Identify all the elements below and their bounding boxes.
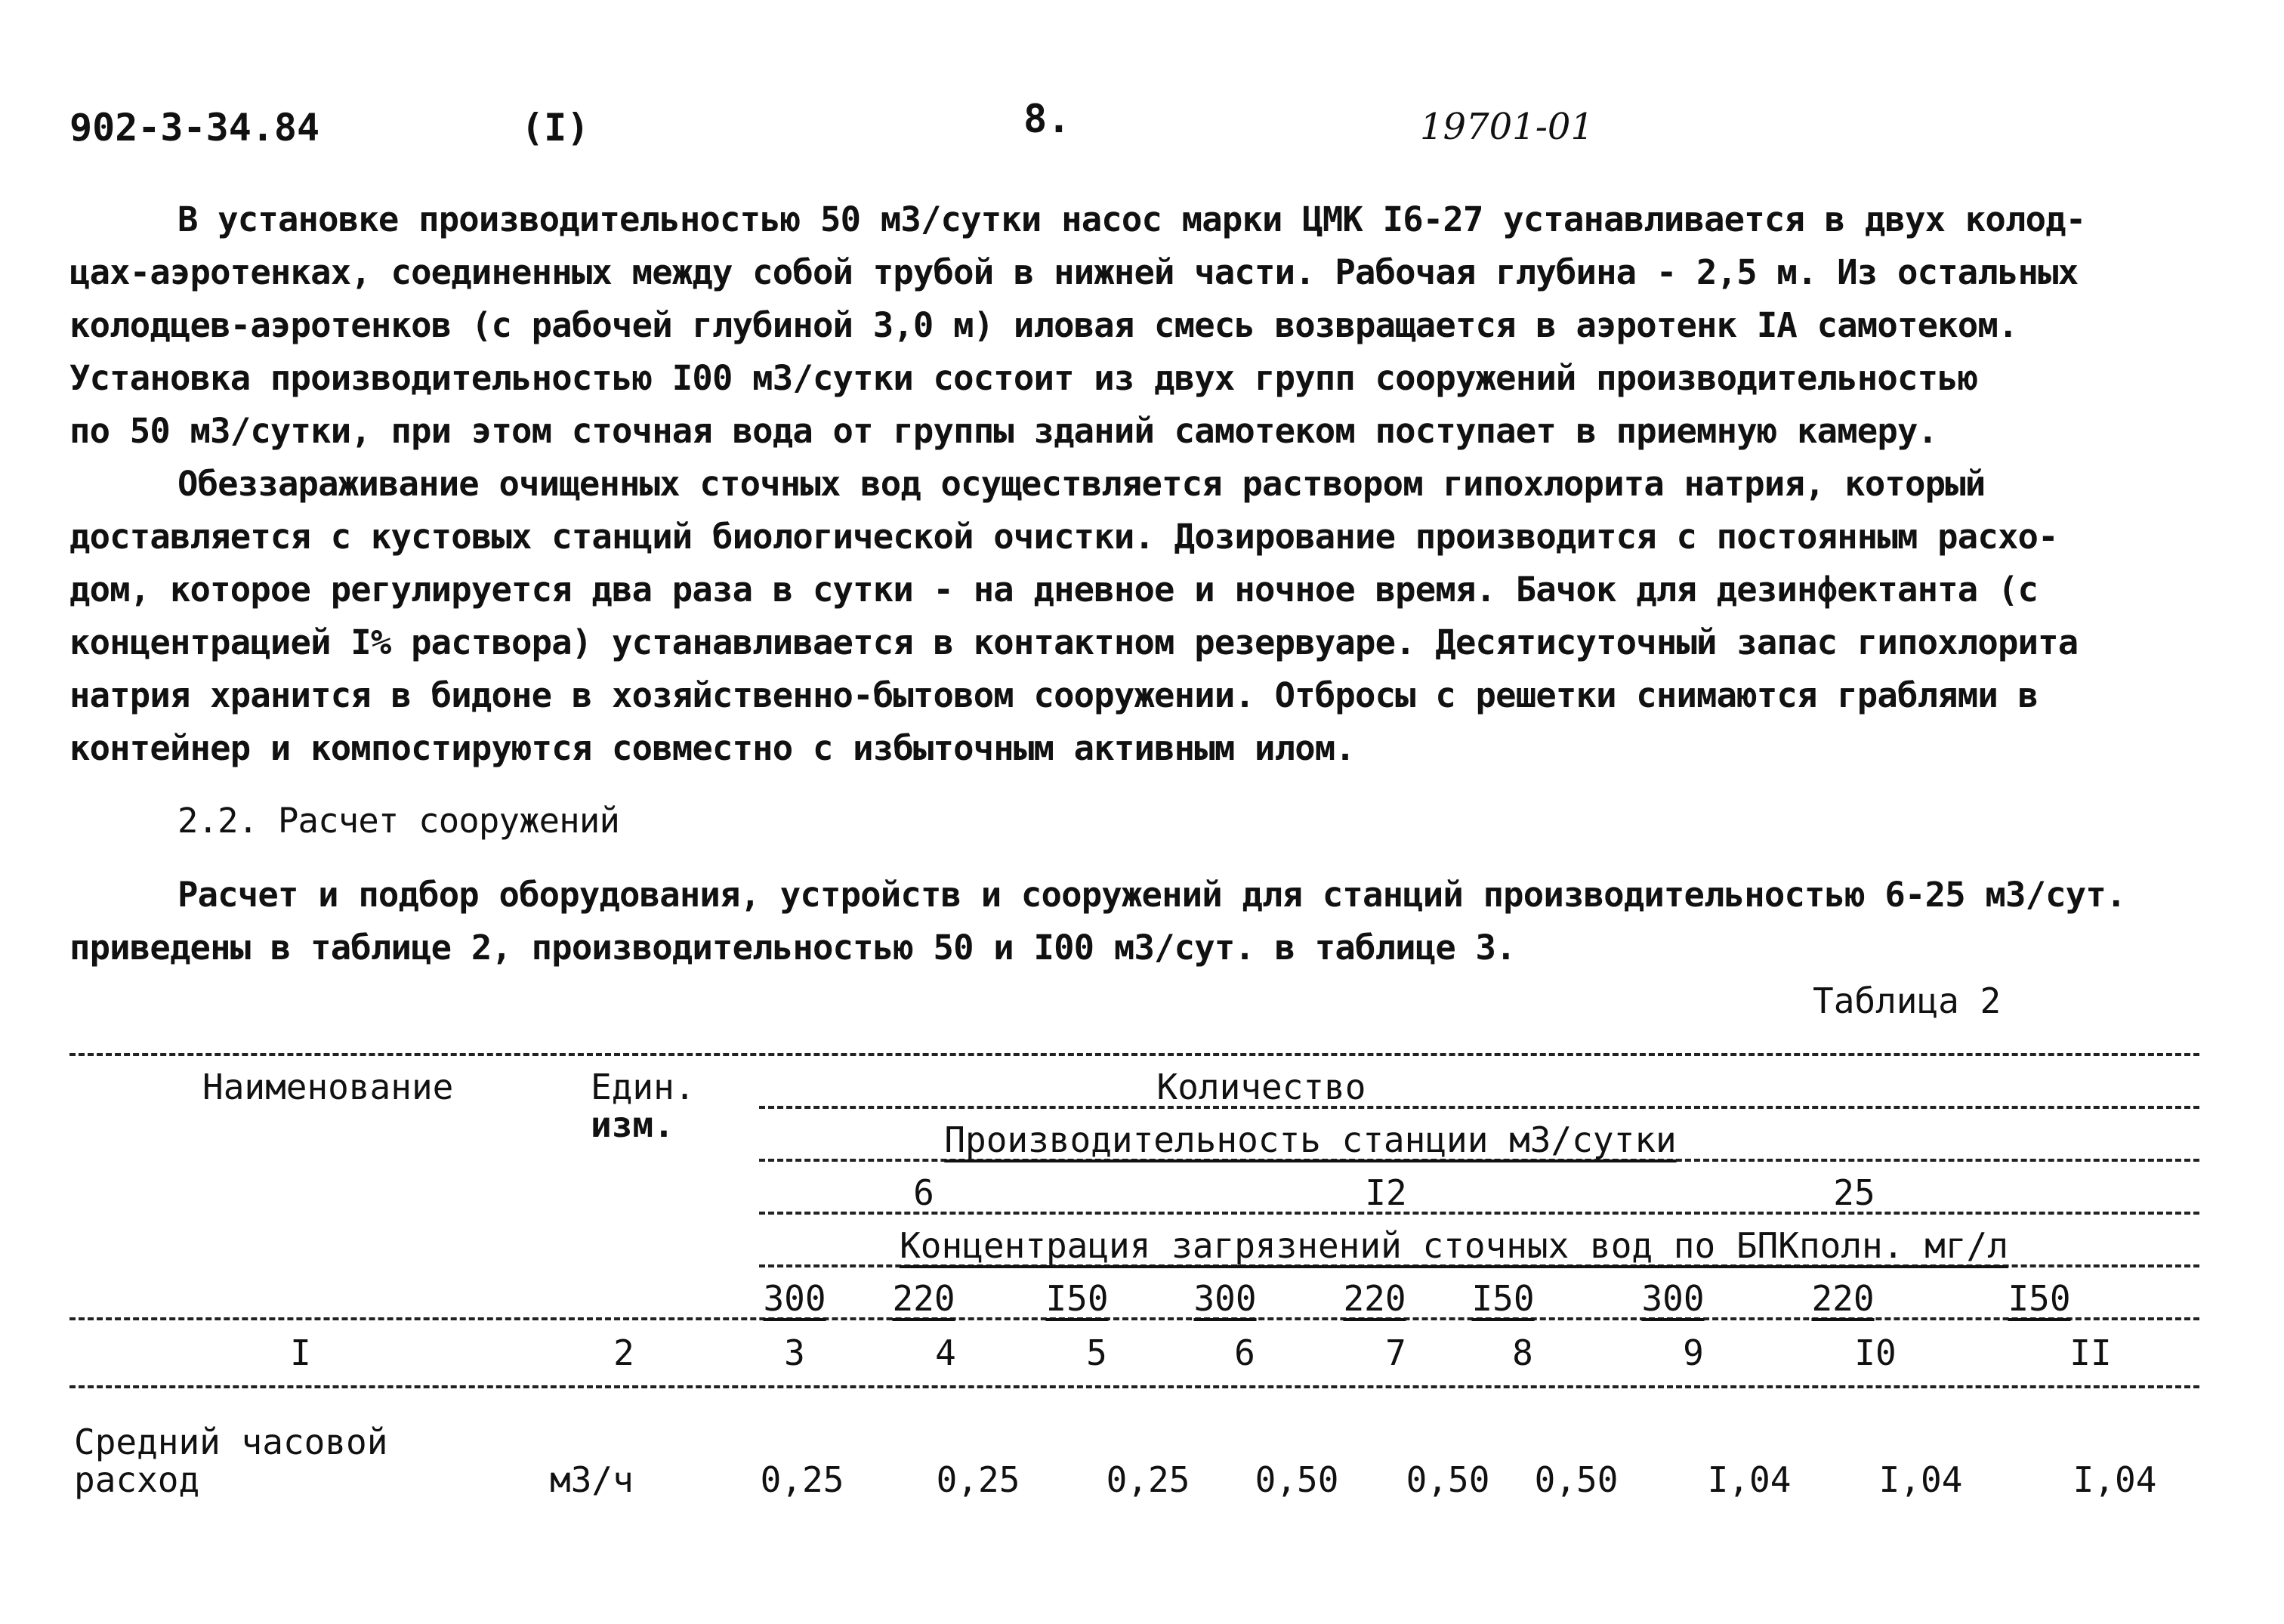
capacity-header: Производительность станции м3/сутки: [944, 1119, 1677, 1160]
concentration-value: 220: [892, 1278, 955, 1319]
text-line: В установке производительностью 50 м3/сутки насос марки ЦМК I6-27 устанавливается в двух колод-: [177, 199, 2086, 239]
column-number: I: [290, 1332, 311, 1373]
text-line: Установка производительностью I00 м3/сутки состоит из двух групп сооружений производительностью: [69, 358, 1978, 398]
table-caption: Таблица 2: [1813, 980, 2002, 1021]
text-line: Расчет и подбор оборудования, устройств и сооружений для станций производительностью 6-25 м3/сут.: [177, 875, 2126, 915]
col-header-name: Наименование: [202, 1067, 454, 1107]
column-number: II: [2069, 1332, 2112, 1373]
column-number: 3: [784, 1332, 805, 1373]
column-number: 4: [935, 1332, 956, 1373]
col-header-unit-1: Един.: [591, 1067, 696, 1107]
concentration-header: Концентрация загрязнений сточных вод по БПКполн. мг/л: [900, 1225, 2008, 1266]
row-value: 0,50: [1255, 1459, 1339, 1500]
section-heading: 2.2. Расчет сооружений: [177, 801, 620, 841]
row-value: 0,50: [1534, 1459, 1619, 1500]
text-line: доставляется с кустовых станций биологической очистки. Дозирование производится с постоянным расхо-: [69, 517, 2058, 557]
concentration-value: 300: [763, 1278, 826, 1319]
row-value: 0,50: [1406, 1459, 1490, 1500]
column-number: 8: [1512, 1332, 1533, 1373]
text-line: по 50 м3/сутки, при этом сточная вода от группы зданий самотеком поступает в приемную камеру.: [69, 411, 1938, 451]
text-line: цах-аэротенках, соединенных между собой трубой в нижней части. Рабочая глубина - 2,5 м. Из остальных: [69, 252, 2079, 292]
column-number: 5: [1086, 1332, 1107, 1373]
text-line: концентрацией I% раствора) устанавливается в контактном резервуаре. Десятисуточный запас гипохлорита: [69, 622, 2079, 662]
column-number: 6: [1234, 1332, 1255, 1373]
column-number: 7: [1385, 1332, 1406, 1373]
concentration-value: I50: [1471, 1278, 1535, 1319]
table-rule-capacities: [759, 1212, 2199, 1215]
capacity-25: 25: [1833, 1172, 1875, 1213]
row-unit: м3/ч: [550, 1459, 634, 1500]
text-line: приведены в таблице 2, производительностью 50 и I00 м3/сут. в таблице 3.: [69, 928, 1516, 968]
page-number: 8.: [1023, 97, 1071, 142]
row-value: I,04: [1707, 1459, 1792, 1500]
text-line: контейнер и компостируются совместно с избыточным активным илом.: [69, 728, 1355, 768]
row-value: I,04: [1878, 1459, 1963, 1500]
row-value: 0,25: [936, 1459, 1020, 1500]
table-rule-quantity: [759, 1106, 2199, 1109]
row-name-line-2: расход: [74, 1459, 200, 1500]
col-header-unit-2: изм.: [591, 1104, 674, 1145]
capacity-12: I2: [1365, 1172, 1407, 1213]
row-name-line-1: Средний часовой: [74, 1422, 388, 1462]
text-line: натрия хранится в бидоне в хозяйственно-бытовом сооружении. Отбросы с решетки снимаются граблями в: [69, 675, 2039, 715]
concentration-value: 300: [1193, 1278, 1257, 1319]
concentration-value: 220: [1343, 1278, 1406, 1319]
capacity-6: 6: [913, 1172, 934, 1213]
concentration-value: 220: [1811, 1278, 1875, 1319]
concentration-value: I50: [2008, 1278, 2071, 1319]
table-rule-header-bottom: [69, 1317, 2199, 1320]
column-number: 9: [1683, 1332, 1704, 1373]
column-number: 2: [613, 1332, 634, 1373]
concentration-value: I50: [1045, 1278, 1109, 1319]
column-number: I0: [1854, 1332, 1897, 1373]
quantity-header: Количество: [1156, 1067, 1366, 1107]
section-number: (I): [521, 106, 590, 150]
row-value: 0,25: [1106, 1459, 1190, 1500]
document-number: 19701-01: [1420, 106, 1594, 148]
table-rule-numbers-bottom: [69, 1385, 2199, 1388]
table-rule-top: [69, 1053, 2199, 1056]
text-line: Обеззараживание очищенных сточных вод осуществляется раствором гипохлорита натрия, который: [177, 464, 1986, 504]
document-code: 902-3-34.84: [69, 106, 320, 150]
text-line: дом, которое регулируется два раза в сутки - на дневное и ночное время. Бачок для дезинфектанта (с: [69, 570, 2039, 610]
concentration-value: 300: [1641, 1278, 1705, 1319]
row-value: 0,25: [760, 1459, 844, 1500]
text-line: колодцев-аэротенков (с рабочей глубиной 3,0 м) иловая смесь возвращается в аэротенк IA самотеком.: [69, 305, 2018, 345]
row-value: I,04: [2073, 1459, 2157, 1500]
